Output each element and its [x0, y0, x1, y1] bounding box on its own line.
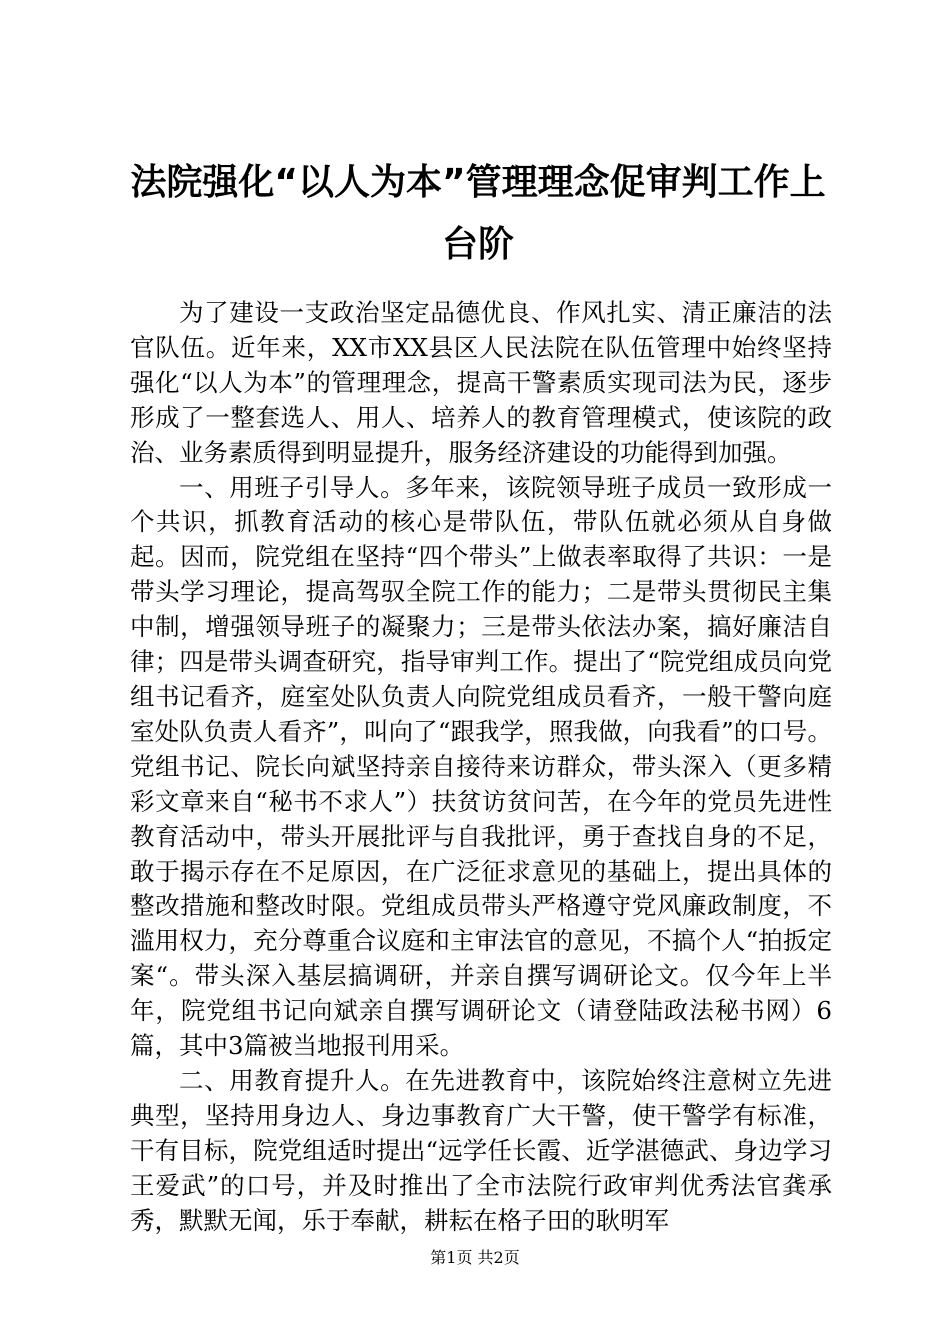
- paragraph-intro: 为了建设一支政治坚定品德优良、作风扎实、清正廉洁的法官队伍。近年来，XX市XX县区人民法院在队伍管理中始终坚持强化“以人为本”的管理理念，提高干警素质实现司法为民，逐步形成了一整套选人、用人、培养人的教育管理模式，使该院的政治、业务素质得到明显提升，服务经济建设的功能得到加强。: [130, 298, 832, 467]
- document-title: 法院强化“以人为本”管理理念促审判工作上台阶: [130, 162, 826, 265]
- page-number-footer: 第1页 共2页: [430, 1248, 520, 1267]
- paragraph-section-1: 一、用班子引导人。多年来，该院领导班子成员一致形成一个共识，抓教育活动的核心是带队伍，带队伍就必须从自身做起。因而，院党组在坚持“四个带头”上做表率取得了共识：一是带头学习理论，提高驾驭全院工作的能力；二是带头贯彻民主集中制，增强领导班子的凝聚力；三是带头依法办案，搞好廉洁自律；四是带头调查研究，指导审判工作。提出了“院党组成员向党组书记看齐，庭室处队负责人向院党组成员看齐，一般干警向庭室处队负责人看齐”，叫向了“跟我学，照我做，向我看”的口号。党组书记、院长向斌坚持亲自接待来访群众，带头深入（更多精彩文章来自“秘书不求人”）扶贫访贫问苦，在今年的党员先进性教育活动中，带头开展批评与自我批评，勇于查找自身的不足，敢于揭示存在不足原因，在广泛征求意见的基础上，提出具体的整改措施和整改时限。党组成员带头严格遵守党风廉政制度，不滥用权力，充分尊重合议庭和主审法官的意见，不搞个人“拍扳定案“。带头深入基层搞调研，并亲自撰写调研论文。仅今年上半年，院党组书记向斌亲自撰写调研论文（请登陆政法秘书网）6篇，其中3篇被当地报刊用采。: [130, 472, 832, 1061]
- paragraph-section-2: 二、用教育提升人。在先进教育中，该院始终注意树立先进典型，坚持用身边人、身边事教育广大干警，使干警学有标准，干有目标，院党组适时提出“远学任长霞、近学湛德武、身边学习王爱武”的口号，并及时推出了全市法院行政审判优秀法官龚承秀，默默无闻，乐于奉献，耕耘在格子田的耿明军: [130, 1065, 832, 1235]
- document-body: [130, 296, 832, 1238]
